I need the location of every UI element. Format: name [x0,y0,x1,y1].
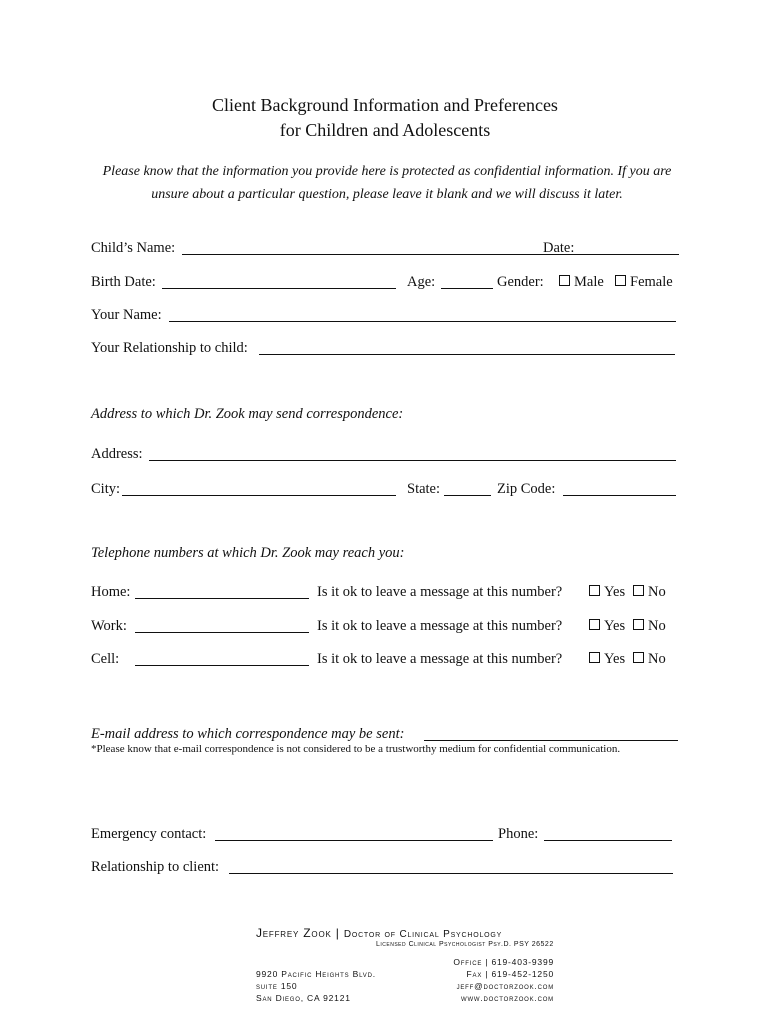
email-section-heading: E-mail address to which correspondence may be sent: [91,726,405,742]
work-phone-row [91,616,681,636]
female-label: Female [630,274,673,290]
footer-email[interactable]: jeff@doctorzook.com [456,981,554,991]
city-field[interactable] [122,479,396,496]
home-phone-label: Home: [91,584,131,600]
address-field[interactable] [149,444,676,461]
cell-phone-label: Cell: [91,651,120,667]
work-yes-checkbox[interactable] [589,619,600,630]
gender-male-option[interactable] [559,272,604,292]
birth-date-label: Birth Date: [91,274,156,290]
relationship-field[interactable] [259,338,675,355]
address-section-heading: Address to which Dr. Zook may send correspondence: [91,406,404,422]
footer-license: Licensed Clinical Psychologist Psy.D. PSY 26522 [376,941,554,948]
relationship-label: Your Relationship to child: [91,340,248,356]
work-phone-field[interactable] [135,616,309,633]
footer-contact [453,956,554,1004]
cell-phone-row [91,649,681,669]
relationship-row [91,338,681,358]
zip-field[interactable] [563,479,676,496]
cell-no-option[interactable] [633,649,666,669]
email-field[interactable] [424,724,678,741]
footer-fax: Fax | 619-452-1250 [466,969,554,979]
work-yes-option[interactable] [589,616,625,636]
address-row [91,444,681,464]
gender-label: Gender: [497,274,544,290]
male-checkbox[interactable] [559,275,570,286]
footer-website[interactable]: www.doctorzook.com [460,993,554,1003]
home-no-option[interactable] [633,582,666,602]
emergency-contact-row [91,824,681,844]
confidentiality-intro: Please know that the information you provide here is protected as confidential information. If you are unsure about a particular question, please leave it blank and we will discuss it later. [102,164,672,202]
phone-section-heading: Telephone numbers at which Dr. Zook may reach you: [91,545,405,561]
home-yes-option[interactable] [589,582,625,602]
your-name-field[interactable] [169,305,676,322]
client-relationship-field[interactable] [229,857,673,874]
home-message-question: Is it ok to leave a message at this number? [317,584,563,600]
child-name-label: Child’s Name: [91,240,176,256]
footer-address [256,968,376,1004]
footer-letterhead [256,926,502,940]
footer-office-phone: Office | 619-403-9399 [453,957,554,967]
state-label: State: [407,481,441,497]
form-title-line1: Client Background Information and Preferences [212,95,558,115]
birth-date-row [91,272,681,292]
male-label: Male [574,274,604,290]
email-confidentiality-note: *Please know that e-mail correspondence is not considered to be a trustworthy medium for confidential communication. [91,743,621,755]
client-relationship-label: Relationship to client: [91,859,220,875]
gender-female-option[interactable] [615,272,673,292]
home-phone-field[interactable] [135,582,309,599]
home-no-label: No [648,584,666,600]
cell-yes-label: Yes [604,651,626,667]
cell-no-label: No [648,651,666,667]
home-yes-checkbox[interactable] [589,585,600,596]
footer-address-line1: 9920 Pacific Heights Blvd. [256,969,376,979]
cell-yes-checkbox[interactable] [589,652,600,663]
age-field[interactable] [441,272,493,289]
client-relationship-row [91,857,681,877]
female-checkbox[interactable] [615,275,626,286]
cell-message-question: Is it ok to leave a message at this number? [317,651,563,667]
state-field[interactable] [444,479,491,496]
your-name-row [91,305,681,325]
emergency-contact-field[interactable] [215,824,493,841]
date-label: Date: [543,240,575,256]
home-no-checkbox[interactable] [633,585,644,596]
work-no-label: No [648,618,666,634]
emergency-phone-field[interactable] [544,824,672,841]
cell-no-checkbox[interactable] [633,652,644,663]
footer-address-line3: San Diego, CA 92121 [256,993,351,1003]
city-row [91,479,681,499]
work-phone-label: Work: [91,618,127,634]
home-yes-label: Yes [604,584,626,600]
emergency-phone-label: Phone: [498,826,539,842]
date-field[interactable] [581,238,679,255]
emergency-contact-label: Emergency contact: [91,826,207,842]
city-label: City: [91,481,121,497]
footer-separator: | [335,926,340,940]
footer-name: Jeffrey Zook [256,926,332,940]
age-label: Age: [407,274,436,290]
cell-yes-option[interactable] [589,649,625,669]
work-no-checkbox[interactable] [633,619,644,630]
form-title-line2: for Children and Adolescents [279,120,491,140]
work-message-question: Is it ok to leave a message at this number? [317,618,563,634]
footer-title: Doctor of Clinical Psychology [343,929,503,940]
home-phone-row [91,582,681,602]
work-yes-label: Yes [604,618,626,634]
zip-label: Zip Code: [497,481,556,497]
address-label: Address: [91,446,143,462]
child-name-row [91,238,681,258]
your-name-label: Your Name: [91,307,162,323]
cell-phone-field[interactable] [135,649,309,666]
birth-date-field[interactable] [162,272,396,289]
work-no-option[interactable] [633,616,666,636]
footer-address-line2: suite 150 [256,981,298,991]
